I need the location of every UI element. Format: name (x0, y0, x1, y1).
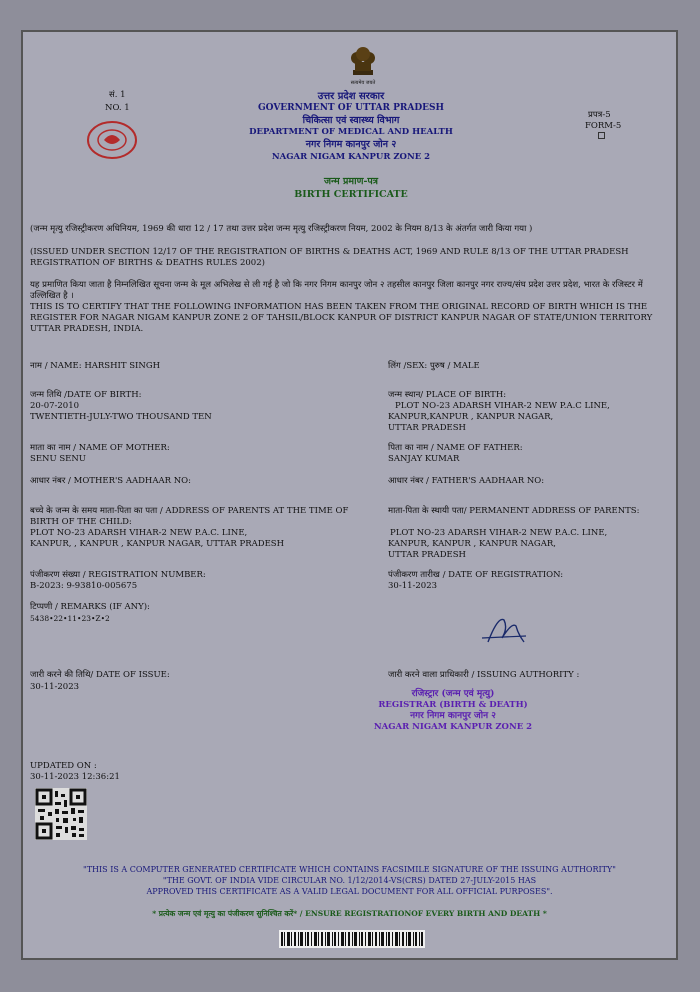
cert-title-hi: जन्म प्रमाण-पत्र (323, 176, 379, 187)
addr-perm-line3: UTTAR PRADESH (388, 550, 466, 560)
father-value: SANJAY KUMAR (388, 454, 460, 464)
remarks-value: 5438•22•11•23•Z•2 (30, 614, 110, 623)
dept-title-en: DEPARTMENT OF MEDICAL AND HEALTH (249, 127, 453, 137)
addr-birth-line1: PLOT NO-23 ADARSH VIHAR-2 NEW P.A.C. LINE, (30, 528, 248, 538)
up-govt-logo-icon (86, 120, 138, 160)
govt-title-en: GOVERNMENT OF UTTAR PRADESH (257, 103, 445, 113)
issuing-authority-label: जारी करने वाला प्राधिकारी / ISSUING AUTHORITY : (388, 670, 580, 680)
pob-line1: PLOT NO-23 ADARSH VIHAR-2 NEW P.A.C LINE, (395, 401, 610, 411)
state-emblem-icon (343, 42, 383, 88)
form-no-hi: प्रपत्र-5 (588, 110, 611, 120)
pob-line2: KANPUR,KANPUR , KANPUR NAGAR, (388, 412, 554, 422)
form-no-en: FORM-5 (585, 121, 622, 131)
child-name: नाम / NAME: HARSHIT SINGH (30, 361, 161, 371)
dob-value: 20-07-2010 (30, 401, 80, 411)
serial-no-en: NO. 1 (105, 103, 130, 113)
authority-line3: नगर निगम कानपुर जोन २ (410, 711, 496, 721)
certify-text-hi: यह प्रमाणित किया जाता है निम्नलिखित सूचना जन्म के मूल अभिलेख से ली गई है जो कि नगर निगम कानपुर जोन २ तहसील कानपुर जिला कानपुर नगर राज्य/संघ प्रदेश उत्तर प्रदेश, भारत के रजिस्टर में उल्लिखित है । (30, 280, 643, 301)
addr-birth-label: बच्चे के जन्म के समय माता-पिता का पता / ADDRESS OF PARENTS AT THE TIME OF BIRTH OF THE CHILD: (30, 506, 349, 527)
addr-perm-label: माता-पिता के स्थायी पता/ PERMANENT ADDRESS OF PARENTS: (388, 506, 640, 516)
issued-under-en: (ISSUED UNDER SECTION 12/17 OF THE REGISTRATION OF BIRTHS & DEATHS ACT, 1969 AND RULE 8/13 OF THE UTTAR PRADESH REGISTRATION OF BIRTHS & DEATHS RULES 2002) (30, 247, 629, 268)
addr-birth-line2: KANPUR, , KANPUR , KANPUR NAGAR, UTTAR PRADESH (30, 539, 285, 549)
child-sex: लिंग /SEX: पुरुष / MALE (388, 361, 480, 371)
authority-line2: REGISTRAR (BIRTH & DEATH) (378, 700, 528, 710)
father-label: पिता का नाम / NAME OF FATHER: (388, 443, 523, 453)
issued-under-hi: (जन्म मृत्यु रजिस्ट्रीकरण अधिनियम, 1969 की धारा 12 / 17 तथा उत्तर प्रदेश जन्म मृत्यु रजिस्ट्रीकरण नियम, 2002 के नियम 8/13 के अंतर्गत जारी किया गया ) (30, 224, 533, 234)
ensure-registration-text: * प्रत्येक जन्म एवं मृत्यु का पंजीकरण सुनिश्चित करें* / ENSURE REGISTRATIONOF EVERY BIRTH AND DEATH * (152, 909, 547, 918)
dept-title-hi: चिकित्सा एवं स्वास्थ्य विभाग (302, 115, 400, 126)
form-checkbox-icon (598, 132, 605, 139)
serial-no-hi: सं. 1 (109, 90, 126, 100)
mother-aadhaar: आधार नंबर / MOTHER'S AADHAAR NO: (30, 476, 191, 486)
reg-date-value: 30-11-2023 (388, 581, 438, 591)
updated-on-label: UPDATED ON : (30, 761, 97, 771)
footer-line3: APPROVED THIS CERTIFICATE AS A VALID LEGAL DOCUMENT FOR ALL OFFICIAL PURPOSES". (146, 887, 553, 896)
office-title-hi: नगर निगम कानपुर जोन २ (305, 139, 397, 150)
reg-no-label: पंजीकरण संख्या / REGISTRATION NUMBER: (30, 570, 206, 580)
authority-line4: NAGAR NIGAM KANPUR ZONE 2 (373, 722, 533, 732)
issue-date-value: 30-11-2023 (30, 682, 80, 692)
mother-value: SENU SENU (30, 454, 86, 464)
father-aadhaar: आधार नंबर / FATHER'S AADHAAR NO: (388, 476, 545, 486)
addr-perm-line1: PLOT NO-23 ADARSH VIHAR-2 NEW P.A.C. LINE, (390, 528, 608, 538)
certificate-sheet (21, 30, 678, 960)
reg-no-value: B-2023: 9-93810-005675 (30, 581, 138, 591)
addr-perm-line2: KANPUR, KANPUR , KANPUR NAGAR, (388, 539, 556, 549)
emblem-motto: सत्यमेव जयते (350, 80, 376, 86)
office-title-en: NAGAR NIGAM KANPUR ZONE 2 (271, 152, 431, 162)
certify-text-en: THIS IS TO CERTIFY THAT THE FOLLOWING INFORMATION HAS BEEN TAKEN FROM THE ORIGINAL RECORD OF BIRTH WHICH IS THE REGISTER FOR NAGAR NIGAM KANPUR ZONE 2 OF TAHSIL/BLOCK KANPUR OF DISTRICT KANPUR NAGAR OF STATE/UNION TERRITORY UTTAR PRADESH, INDIA. (30, 302, 653, 334)
mother-label: माता का नाम / NAME OF MOTHER: (30, 443, 170, 453)
govt-title-hi: उत्तर प्रदेश सरकार (317, 91, 385, 102)
barcode-icon (279, 930, 425, 948)
updated-on-value: 30-11-2023 12:36:21 (30, 772, 120, 782)
remarks-label: टिप्पणी / REMARKS (IF ANY): (30, 602, 150, 612)
qr-code-icon (35, 788, 87, 840)
pob-line3: UTTAR PRADESH (388, 423, 466, 433)
signature-icon (478, 614, 530, 648)
authority-line1: रजिस्ट्रार (जन्म एवं मृत्यु) (411, 689, 495, 699)
issue-date-label: जारी करने की तिथि/ DATE OF ISSUE: (30, 670, 170, 680)
footer-line2: "THE GOVT. OF INDIA VIDE CIRCULAR NO. 1/12/2014-VS(CRS) DATED 27-JULY-2015 HAS (162, 876, 537, 885)
footer-line1: "THIS IS A COMPUTER GENERATED CERTIFICATE WHICH CONTAINS FACSIMILE SIGNATURE OF THE ISSUING AUTHORITY" (83, 865, 616, 874)
cert-title-en: BIRTH CERTIFICATE (294, 189, 408, 200)
dob-words: TWENTIETH-JULY-TWO THOUSAND TEN (30, 412, 212, 422)
reg-date-label: पंजीकरण तारीख / DATE OF REGISTRATION: (388, 570, 564, 580)
pob-label: जन्म स्थान/ PLACE OF BIRTH: (388, 390, 507, 400)
dob-label: जन्म तिथि /DATE OF BIRTH: (30, 390, 142, 400)
